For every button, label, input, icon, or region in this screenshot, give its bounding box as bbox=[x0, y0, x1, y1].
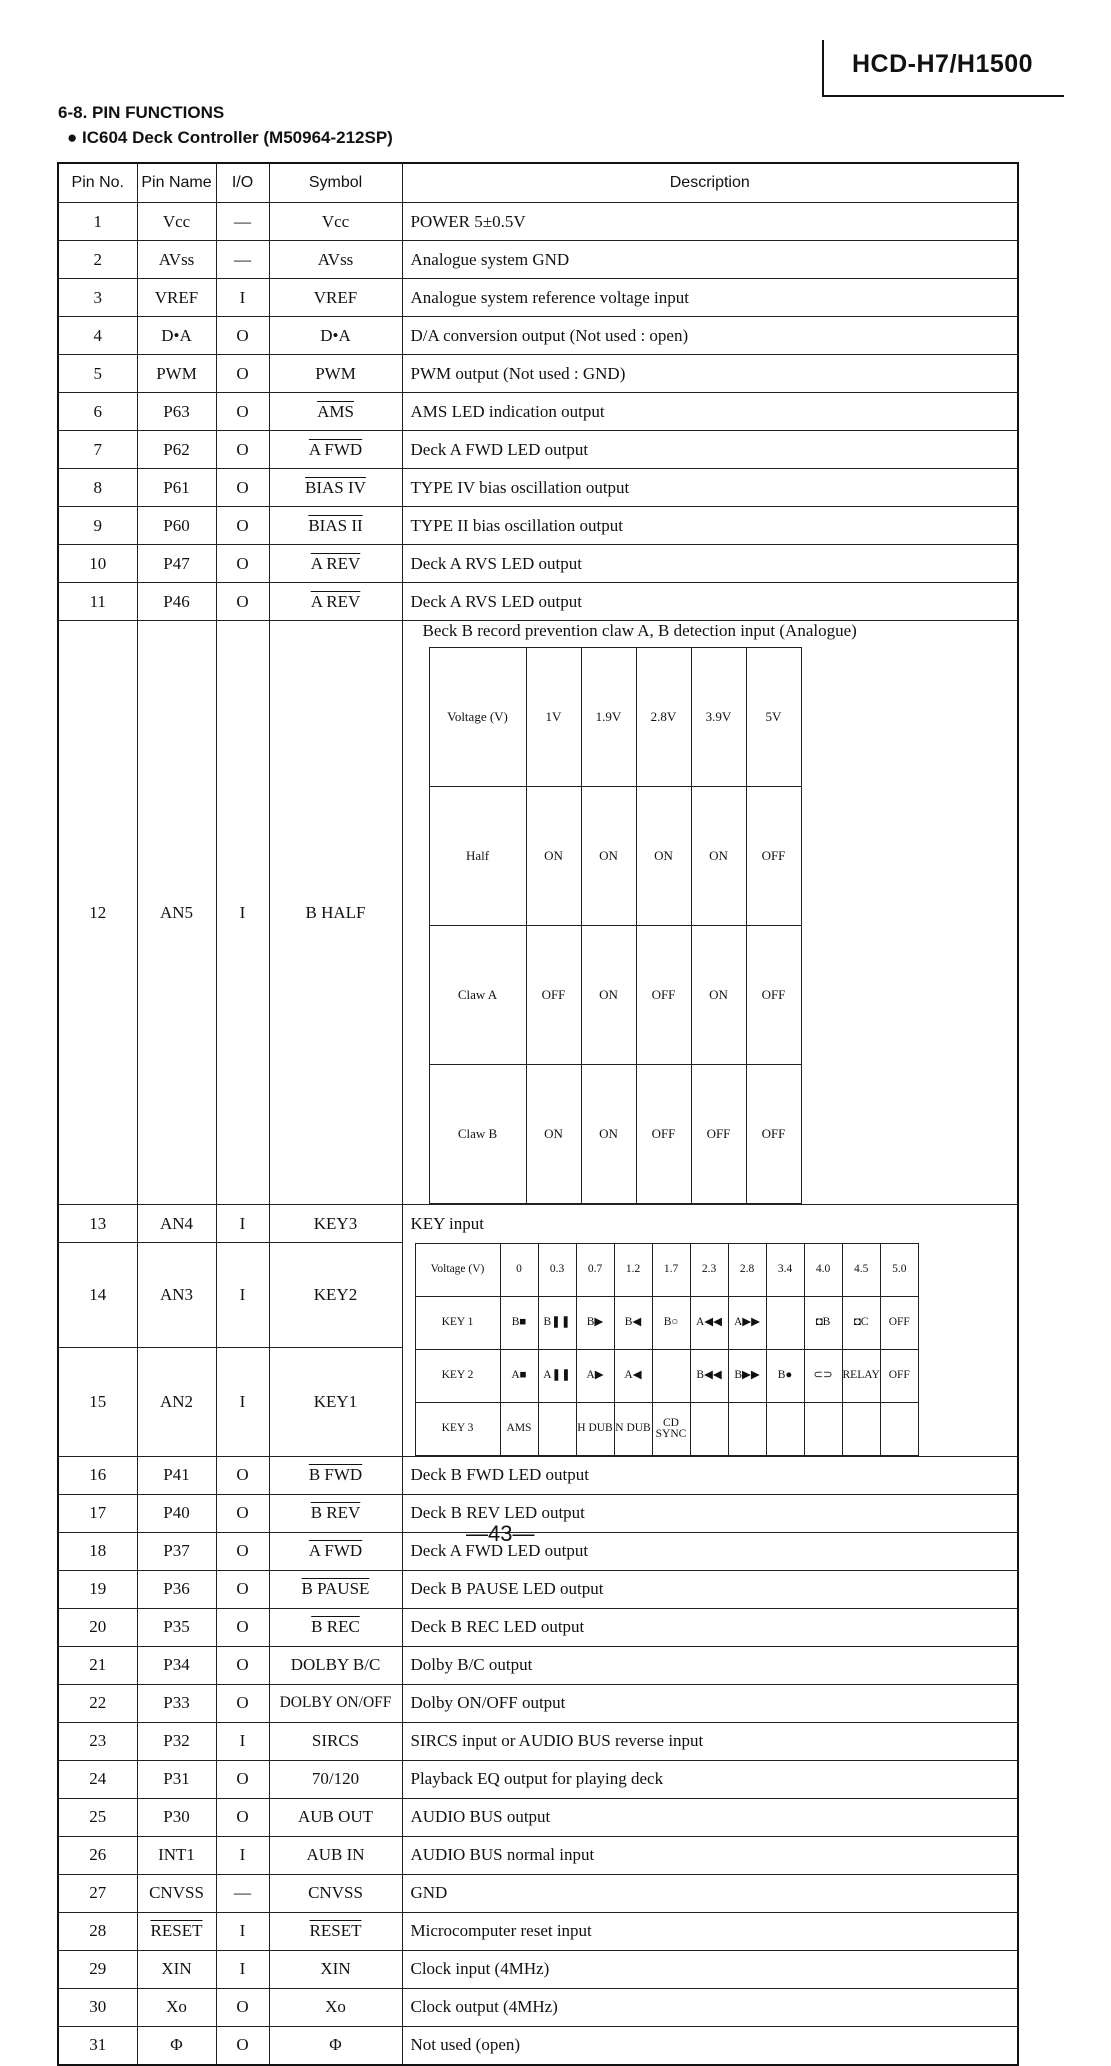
pin-no: 28 bbox=[58, 1912, 137, 1950]
key-header: 2.3 bbox=[690, 1243, 728, 1296]
table-row bbox=[58, 203, 1018, 241]
symbol: AVss bbox=[269, 241, 402, 279]
pin-name: Vcc bbox=[137, 203, 216, 241]
key-header: 4.0 bbox=[804, 1243, 842, 1296]
pin-no: 22 bbox=[58, 1684, 137, 1722]
pin-name: AN5 bbox=[137, 621, 216, 1205]
symbol: B REV bbox=[269, 1494, 402, 1532]
pin-no: 19 bbox=[58, 1570, 137, 1608]
key-cell bbox=[804, 1402, 842, 1455]
symbol: BIAS IV bbox=[269, 469, 402, 507]
key-cell: B▶ bbox=[576, 1296, 614, 1349]
table-row bbox=[58, 583, 1018, 621]
symbol: B HALF bbox=[269, 621, 402, 1205]
symbol: RESET bbox=[269, 1912, 402, 1950]
key-header: 2.8 bbox=[728, 1243, 766, 1296]
key-cell: ◘B bbox=[804, 1296, 842, 1349]
key-cell: B○ bbox=[652, 1296, 690, 1349]
key-cell bbox=[690, 1402, 728, 1455]
pin-no: 12 bbox=[58, 621, 137, 1205]
key-cell: A◀ bbox=[614, 1349, 652, 1402]
symbol: DOLBY ON/OFF bbox=[269, 1684, 402, 1722]
pin-name: XIN bbox=[137, 1950, 216, 1988]
pin-name: RESET bbox=[137, 1912, 216, 1950]
key-cell: B◀ bbox=[614, 1296, 652, 1349]
symbol: A FWD bbox=[269, 431, 402, 469]
key-cell: KEY 1 bbox=[415, 1296, 500, 1349]
header-row bbox=[58, 163, 1018, 203]
io: I bbox=[216, 1243, 269, 1348]
table-row bbox=[58, 1874, 1018, 1912]
io: O bbox=[216, 545, 269, 583]
pin-no: 17 bbox=[58, 1494, 137, 1532]
description: Microcomputer reset input bbox=[402, 1912, 1018, 1950]
table-row bbox=[58, 1988, 1018, 2026]
key-cell: A▶ bbox=[576, 1349, 614, 1402]
key-header: 5.0 bbox=[880, 1243, 918, 1296]
claw-header: 1.9V bbox=[581, 648, 636, 787]
claw-cell: OFF bbox=[691, 1065, 746, 1204]
table-row bbox=[58, 507, 1018, 545]
io: O bbox=[216, 507, 269, 545]
io: O bbox=[216, 1684, 269, 1722]
pin-name: P41 bbox=[137, 1456, 216, 1494]
description: Deck B REC LED output bbox=[402, 1608, 1018, 1646]
key-header: 0.7 bbox=[576, 1243, 614, 1296]
symbol: PWM bbox=[269, 355, 402, 393]
key-header: 1.7 bbox=[652, 1243, 690, 1296]
claw-cell: OFF bbox=[746, 1065, 801, 1204]
table-row bbox=[58, 317, 1018, 355]
description: POWER 5±0.5V bbox=[402, 203, 1018, 241]
table-row bbox=[58, 1684, 1018, 1722]
description: Deck A RVS LED output bbox=[402, 583, 1018, 621]
claw-header: Voltage (V) bbox=[429, 648, 526, 787]
io: I bbox=[216, 279, 269, 317]
description-claw bbox=[402, 621, 1018, 1205]
pin-name: AN3 bbox=[137, 1243, 216, 1348]
table-row bbox=[58, 1494, 1018, 1532]
table-row bbox=[58, 241, 1018, 279]
table-row bbox=[58, 621, 1018, 1205]
symbol: XIN bbox=[269, 1950, 402, 1988]
col-header-io: I/O bbox=[216, 163, 269, 203]
key-cell: B■ bbox=[500, 1296, 538, 1349]
io: I bbox=[216, 1836, 269, 1874]
table-row bbox=[58, 1912, 1018, 1950]
key-cell: A■ bbox=[500, 1349, 538, 1402]
claw-row bbox=[429, 1065, 801, 1204]
io: I bbox=[216, 1912, 269, 1950]
symbol: CNVSS bbox=[269, 1874, 402, 1912]
claw-cell: ON bbox=[526, 1065, 581, 1204]
key-cell: ◘C bbox=[842, 1296, 880, 1349]
description: PWM output (Not used : GND) bbox=[402, 355, 1018, 393]
key-cell: B❚❚ bbox=[538, 1296, 576, 1349]
claw-cell: ON bbox=[581, 787, 636, 926]
io: I bbox=[216, 1722, 269, 1760]
pin-no: 2 bbox=[58, 241, 137, 279]
io: — bbox=[216, 1874, 269, 1912]
pin-no: 20 bbox=[58, 1608, 137, 1646]
io: O bbox=[216, 1988, 269, 2026]
pin-name: P63 bbox=[137, 393, 216, 431]
col-header-pin-no: Pin No. bbox=[58, 163, 137, 203]
table-row bbox=[58, 1608, 1018, 1646]
io: I bbox=[216, 1950, 269, 1988]
io: I bbox=[216, 1205, 269, 1243]
symbol: A FWD bbox=[269, 1532, 402, 1570]
col-header-pin-name: Pin Name bbox=[137, 163, 216, 203]
pin-no: 7 bbox=[58, 431, 137, 469]
pin-name: P47 bbox=[137, 545, 216, 583]
description: Deck A FWD LED output bbox=[402, 1532, 1018, 1570]
pin-name: Xo bbox=[137, 1988, 216, 2026]
description: Clock output (4MHz) bbox=[402, 1988, 1018, 2026]
pin-no: 9 bbox=[58, 507, 137, 545]
symbol: KEY2 bbox=[269, 1243, 402, 1348]
claw-cell: OFF bbox=[636, 926, 691, 1065]
pin-no: 14 bbox=[58, 1243, 137, 1348]
pin-no: 4 bbox=[58, 317, 137, 355]
key-row bbox=[415, 1296, 918, 1349]
pin-no: 15 bbox=[58, 1347, 137, 1456]
table-row bbox=[58, 1798, 1018, 1836]
pin-no: 16 bbox=[58, 1456, 137, 1494]
description: Deck A RVS LED output bbox=[402, 545, 1018, 583]
io: O bbox=[216, 1798, 269, 1836]
description: AUDIO BUS normal input bbox=[402, 1836, 1018, 1874]
table-row bbox=[58, 279, 1018, 317]
table-row bbox=[58, 2026, 1018, 2065]
key-header: 4.5 bbox=[842, 1243, 880, 1296]
claw-header: 5V bbox=[746, 648, 801, 787]
key-row bbox=[415, 1402, 918, 1455]
model-title: HCD-H7/H1500 bbox=[852, 50, 1034, 78]
pin-name: PWM bbox=[137, 355, 216, 393]
key-cell: A❚❚ bbox=[538, 1349, 576, 1402]
pin-name: AN4 bbox=[137, 1205, 216, 1243]
pin-name: P36 bbox=[137, 1570, 216, 1608]
description: Playback EQ output for playing deck bbox=[402, 1760, 1018, 1798]
pin-name: D•A bbox=[137, 317, 216, 355]
io: O bbox=[216, 431, 269, 469]
symbol: B FWD bbox=[269, 1456, 402, 1494]
pin-no: 23 bbox=[58, 1722, 137, 1760]
key-header: 0 bbox=[500, 1243, 538, 1296]
key-header: 1.2 bbox=[614, 1243, 652, 1296]
io: O bbox=[216, 393, 269, 431]
table-row bbox=[58, 1950, 1018, 1988]
pin-no: 30 bbox=[58, 1988, 137, 2026]
section-subtitle: ● IC604 Deck Controller (M50964-212SP) bbox=[67, 128, 393, 147]
key-table bbox=[415, 1243, 919, 1456]
claw-row bbox=[429, 787, 801, 926]
description: TYPE IV bias oscillation output bbox=[402, 469, 1018, 507]
claw-row bbox=[429, 926, 801, 1065]
pin-no: 21 bbox=[58, 1646, 137, 1684]
description: Dolby B/C output bbox=[402, 1646, 1018, 1684]
key-cell: OFF bbox=[880, 1296, 918, 1349]
key-cell bbox=[538, 1402, 576, 1455]
claw-cell: ON bbox=[526, 787, 581, 926]
description: Deck B REV LED output bbox=[402, 1494, 1018, 1532]
pin-name: P60 bbox=[137, 507, 216, 545]
symbol: $\overline{AMS}$ bbox=[269, 393, 402, 431]
col-header-description: Description bbox=[402, 163, 1018, 203]
table-row bbox=[58, 1836, 1018, 1874]
description: Deck A FWD LED output bbox=[402, 431, 1018, 469]
symbol: BIAS II bbox=[269, 507, 402, 545]
key-cell: H DUB bbox=[576, 1402, 614, 1455]
claw-cell: Claw A bbox=[429, 926, 526, 1065]
table-row bbox=[58, 469, 1018, 507]
io: O bbox=[216, 583, 269, 621]
claw-cell: ON bbox=[636, 787, 691, 926]
io: O bbox=[216, 1494, 269, 1532]
table-row bbox=[58, 1532, 1018, 1570]
io: O bbox=[216, 317, 269, 355]
table-row bbox=[58, 355, 1018, 393]
table-row bbox=[58, 1722, 1018, 1760]
table-row bbox=[58, 1243, 1018, 1348]
key-cell bbox=[728, 1402, 766, 1455]
io: O bbox=[216, 1456, 269, 1494]
key-header: Voltage (V) bbox=[415, 1243, 500, 1296]
table-row bbox=[58, 431, 1018, 469]
pin-name: P37 bbox=[137, 1532, 216, 1570]
key-cell: KEY 3 bbox=[415, 1402, 500, 1455]
key-cell: CD SYNC bbox=[652, 1402, 690, 1455]
key-cell: B◀◀ bbox=[690, 1349, 728, 1402]
description: Deck B PAUSE LED output bbox=[402, 1570, 1018, 1608]
description: TYPE II bias oscillation output bbox=[402, 507, 1018, 545]
key-cell bbox=[652, 1349, 690, 1402]
pin-name: AN2 bbox=[137, 1347, 216, 1456]
claw-cell: OFF bbox=[526, 926, 581, 1065]
pin-name: P35 bbox=[137, 1608, 216, 1646]
pin-no: 31 bbox=[58, 2026, 137, 2065]
pin-no: 13 bbox=[58, 1205, 137, 1243]
symbol: Vcc bbox=[269, 203, 402, 241]
symbol: 70/120 bbox=[269, 1760, 402, 1798]
description: Not used (open) bbox=[402, 2026, 1018, 2065]
symbol: KEY3 bbox=[269, 1205, 402, 1243]
pin-no: 24 bbox=[58, 1760, 137, 1798]
claw-cell: ON bbox=[581, 1065, 636, 1204]
description: Deck B FWD LED output bbox=[402, 1456, 1018, 1494]
key-cell bbox=[880, 1402, 918, 1455]
symbol: AUB OUT bbox=[269, 1798, 402, 1836]
col-header-symbol: Symbol bbox=[269, 163, 402, 203]
io: O bbox=[216, 1570, 269, 1608]
key-cell: B▶▶ bbox=[728, 1349, 766, 1402]
pin-no: 10 bbox=[58, 545, 137, 583]
page-number: —43— bbox=[466, 1521, 535, 1546]
pin-functions-table bbox=[57, 162, 1019, 2066]
io: I bbox=[216, 1347, 269, 1456]
key-table-cell bbox=[402, 1243, 1018, 1457]
pin-no: 25 bbox=[58, 1798, 137, 1836]
symbol: DOLBY B/C bbox=[269, 1646, 402, 1684]
key-header: 3.4 bbox=[766, 1243, 804, 1296]
description: Dolby ON/OFF output bbox=[402, 1684, 1018, 1722]
claw-cell: Claw B bbox=[429, 1065, 526, 1204]
claw-cell: Half bbox=[429, 787, 526, 926]
pin-name: P46 bbox=[137, 583, 216, 621]
pin-name: P32 bbox=[137, 1722, 216, 1760]
io: O bbox=[216, 1532, 269, 1570]
pin-name: P33 bbox=[137, 1684, 216, 1722]
pin-no: 29 bbox=[58, 1950, 137, 1988]
symbol: A REV bbox=[269, 583, 402, 621]
symbol: SIRCS bbox=[269, 1722, 402, 1760]
symbol: Φ bbox=[269, 2026, 402, 2065]
io: I bbox=[216, 621, 269, 1205]
description: Analogue system reference voltage input bbox=[402, 279, 1018, 317]
claw-caption: Beck B record prevention claw A, B detection input (Analogue) bbox=[422, 621, 857, 640]
key-cell: A▶▶ bbox=[728, 1296, 766, 1349]
pin-name: P40 bbox=[137, 1494, 216, 1532]
pin-no: 5 bbox=[58, 355, 137, 393]
key-cell bbox=[766, 1296, 804, 1349]
key-cell bbox=[766, 1402, 804, 1455]
table-row bbox=[58, 1760, 1018, 1798]
table-row bbox=[58, 1205, 1018, 1243]
description: GND bbox=[402, 1874, 1018, 1912]
key-cell: OFF bbox=[880, 1349, 918, 1402]
key-cell: B● bbox=[766, 1349, 804, 1402]
pin-no: 11 bbox=[58, 583, 137, 621]
key-cell: A◀◀ bbox=[690, 1296, 728, 1349]
io: O bbox=[216, 1760, 269, 1798]
description: D/A conversion output (Not used : open) bbox=[402, 317, 1018, 355]
symbol: KEY1 bbox=[269, 1347, 402, 1456]
claw-cell: OFF bbox=[746, 926, 801, 1065]
io: O bbox=[216, 469, 269, 507]
key-cell bbox=[842, 1402, 880, 1455]
io: O bbox=[216, 2026, 269, 2065]
claw-cell: ON bbox=[691, 926, 746, 1065]
description: AUDIO BUS output bbox=[402, 1798, 1018, 1836]
claw-cell: ON bbox=[691, 787, 746, 926]
pin-no: 8 bbox=[58, 469, 137, 507]
description: SIRCS input or AUDIO BUS reverse input bbox=[402, 1722, 1018, 1760]
key-cell: AMS bbox=[500, 1402, 538, 1455]
claw-table bbox=[429, 647, 802, 1204]
key-row bbox=[415, 1349, 918, 1402]
symbol: A REV bbox=[269, 545, 402, 583]
symbol: VREF bbox=[269, 279, 402, 317]
key-header-row bbox=[415, 1243, 918, 1296]
key-header: 0.3 bbox=[538, 1243, 576, 1296]
table-row bbox=[58, 1456, 1018, 1494]
pin-name: P34 bbox=[137, 1646, 216, 1684]
description: Clock input (4MHz) bbox=[402, 1950, 1018, 1988]
key-cell: ⊂⊃ bbox=[804, 1349, 842, 1402]
table-row bbox=[58, 393, 1018, 431]
key-cell: N DUB bbox=[614, 1402, 652, 1455]
claw-cell: OFF bbox=[636, 1065, 691, 1204]
description: KEY input bbox=[402, 1205, 1018, 1243]
symbol: D•A bbox=[269, 317, 402, 355]
io: O bbox=[216, 355, 269, 393]
description: Analogue system GND bbox=[402, 241, 1018, 279]
claw-header-row bbox=[429, 648, 801, 787]
table-row bbox=[58, 545, 1018, 583]
claw-header: 2.8V bbox=[636, 648, 691, 787]
pin-name: P61 bbox=[137, 469, 216, 507]
pin-name: P31 bbox=[137, 1760, 216, 1798]
symbol: B REC bbox=[269, 1608, 402, 1646]
io: — bbox=[216, 241, 269, 279]
claw-header: 3.9V bbox=[691, 648, 746, 787]
table-row bbox=[58, 1646, 1018, 1684]
io: O bbox=[216, 1608, 269, 1646]
key-cell: RELAY bbox=[842, 1349, 880, 1402]
pin-no: 27 bbox=[58, 1874, 137, 1912]
pin-no: 26 bbox=[58, 1836, 137, 1874]
description: AMS LED indication output bbox=[402, 393, 1018, 431]
pin-name: AVss bbox=[137, 241, 216, 279]
io: — bbox=[216, 203, 269, 241]
claw-cell: OFF bbox=[746, 787, 801, 926]
claw-header: 1V bbox=[526, 648, 581, 787]
pin-name: P30 bbox=[137, 1798, 216, 1836]
pin-no: 3 bbox=[58, 279, 137, 317]
symbol: Xo bbox=[269, 1988, 402, 2026]
pin-name: Φ bbox=[137, 2026, 216, 2065]
section-title: 6-8. PIN FUNCTIONS bbox=[58, 103, 225, 122]
pin-no: 18 bbox=[58, 1532, 137, 1570]
pin-name: INT1 bbox=[137, 1836, 216, 1874]
pin-name: CNVSS bbox=[137, 1874, 216, 1912]
pin-name: P62 bbox=[137, 431, 216, 469]
pin-no: 6 bbox=[58, 393, 137, 431]
io: O bbox=[216, 1646, 269, 1684]
table-row bbox=[58, 1570, 1018, 1608]
pin-no: 1 bbox=[58, 203, 137, 241]
claw-cell: ON bbox=[581, 926, 636, 1065]
pin-name: VREF bbox=[137, 279, 216, 317]
key-cell: KEY 2 bbox=[415, 1349, 500, 1402]
symbol: AUB IN bbox=[269, 1836, 402, 1874]
symbol: B PAUSE bbox=[269, 1570, 402, 1608]
